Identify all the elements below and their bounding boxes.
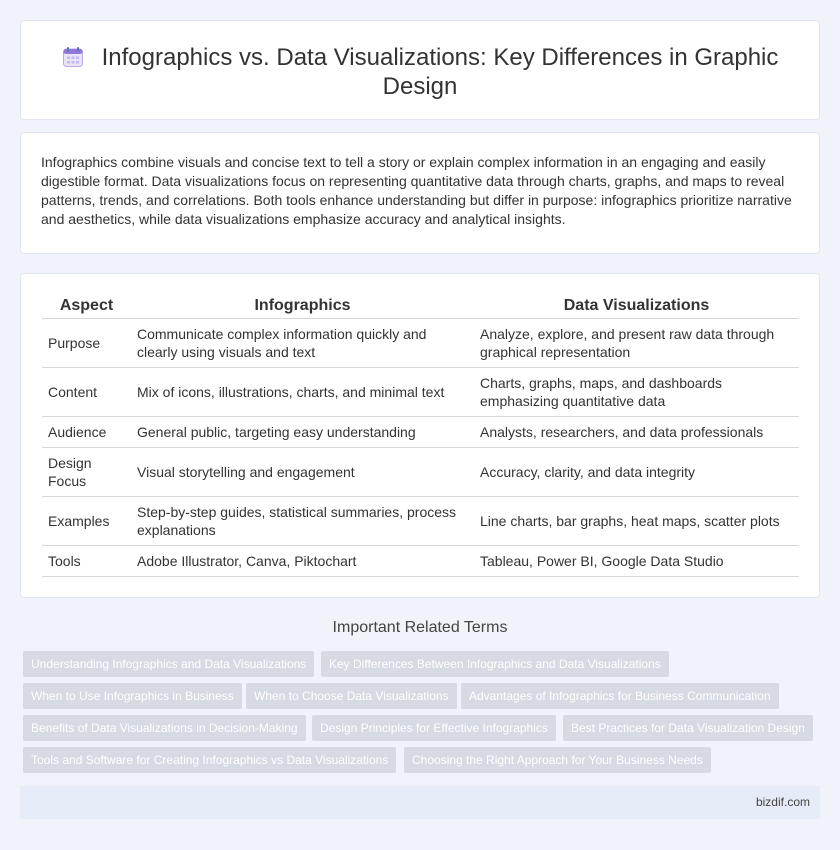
table-row — [42, 368, 799, 417]
table-cell: Step-by-step guides, statistical summaries, process explanations — [131, 497, 474, 546]
related-term-link[interactable]: Tools and Software for Creating Infographics vs Data Visualizations — [23, 747, 396, 773]
table-cell: Examples — [42, 497, 131, 546]
page-title-wrap — [61, 43, 779, 101]
related-term-link[interactable]: Best Practices for Data Visualization Design — [563, 715, 813, 741]
related-term-link[interactable]: Understanding Infographics and Data Visualizations — [23, 651, 314, 677]
comparison-card — [20, 273, 820, 598]
table-cell: Design Focus — [42, 448, 131, 497]
footer — [20, 786, 820, 819]
table-row — [42, 448, 799, 497]
comparison-table — [42, 294, 799, 577]
related-term-link[interactable]: Key Differences Between Infographics and Data Visualizations — [321, 651, 669, 677]
page-title: Infographics vs. Data Visualizations: Key Differences in Graphic Design — [101, 44, 779, 100]
column-header: Aspect — [42, 294, 131, 319]
table-cell: Accuracy, clarity, and data integrity — [474, 448, 799, 497]
related-term-link[interactable]: Design Principles for Effective Infographics — [312, 715, 556, 741]
column-header: Data Visualizations — [474, 294, 799, 319]
header-card — [20, 20, 820, 120]
table-cell: Line charts, bar graphs, heat maps, scatter plots — [474, 497, 799, 546]
related-term-link[interactable]: When to Use Infographics in Business — [23, 683, 242, 709]
table-cell: Communicate complex information quickly and clearly using visuals and text — [131, 319, 474, 368]
table-cell: General public, targeting easy understanding — [131, 417, 474, 448]
calendar-icon — [62, 46, 84, 68]
footer-brand[interactable]: bizdif.com — [755, 795, 810, 809]
table-row — [42, 497, 799, 546]
related-term-link[interactable]: Advantages of Infographics for Business Communication — [461, 683, 779, 709]
table-cell: Mix of icons, illustrations, charts, and minimal text — [131, 368, 474, 417]
related-term-link[interactable]: When to Choose Data Visualizations — [246, 683, 457, 709]
table-cell: Analysts, researchers, and data professionals — [474, 417, 799, 448]
table-cell: Audience — [42, 417, 131, 448]
table-cell: Tableau, Power BI, Google Data Studio — [474, 546, 799, 577]
related-terms-title: Important Related Terms — [332, 619, 508, 636]
table-row — [42, 319, 799, 368]
intro-card — [20, 132, 820, 254]
intro-text: Infographics combine visuals and concise text to tell a story or explain complex information in an engaging and easily digestible format. Data visualizations focus on representing quantitative data through charts, graphs, and maps to reveal patterns, trends, and correlations. Both tools enhance understanding but differ in purpose: infographics prioritize narrative and aesthetics, while data visualizations emphasize accuracy and analytical insights. — [41, 154, 792, 227]
table-cell: Visual storytelling and engagement — [131, 448, 474, 497]
table-row — [42, 417, 799, 448]
table-row — [42, 546, 799, 577]
table-cell: Content — [42, 368, 131, 417]
table-cell: Charts, graphs, maps, and dashboards emphasizing quantitative data — [474, 368, 799, 417]
column-header: Infographics — [131, 294, 474, 319]
table-cell: Adobe Illustrator, Canva, Piktochart — [131, 546, 474, 577]
table-cell: Tools — [42, 546, 131, 577]
related-term-link[interactable]: Choosing the Right Approach for Your Business Needs — [404, 747, 711, 773]
table-cell: Purpose — [42, 319, 131, 368]
related-term-link[interactable]: Benefits of Data Visualizations in Decision-Making — [23, 715, 306, 741]
table-cell: Analyze, explore, and present raw data through graphical representation — [474, 319, 799, 368]
table-header-row — [42, 294, 799, 319]
